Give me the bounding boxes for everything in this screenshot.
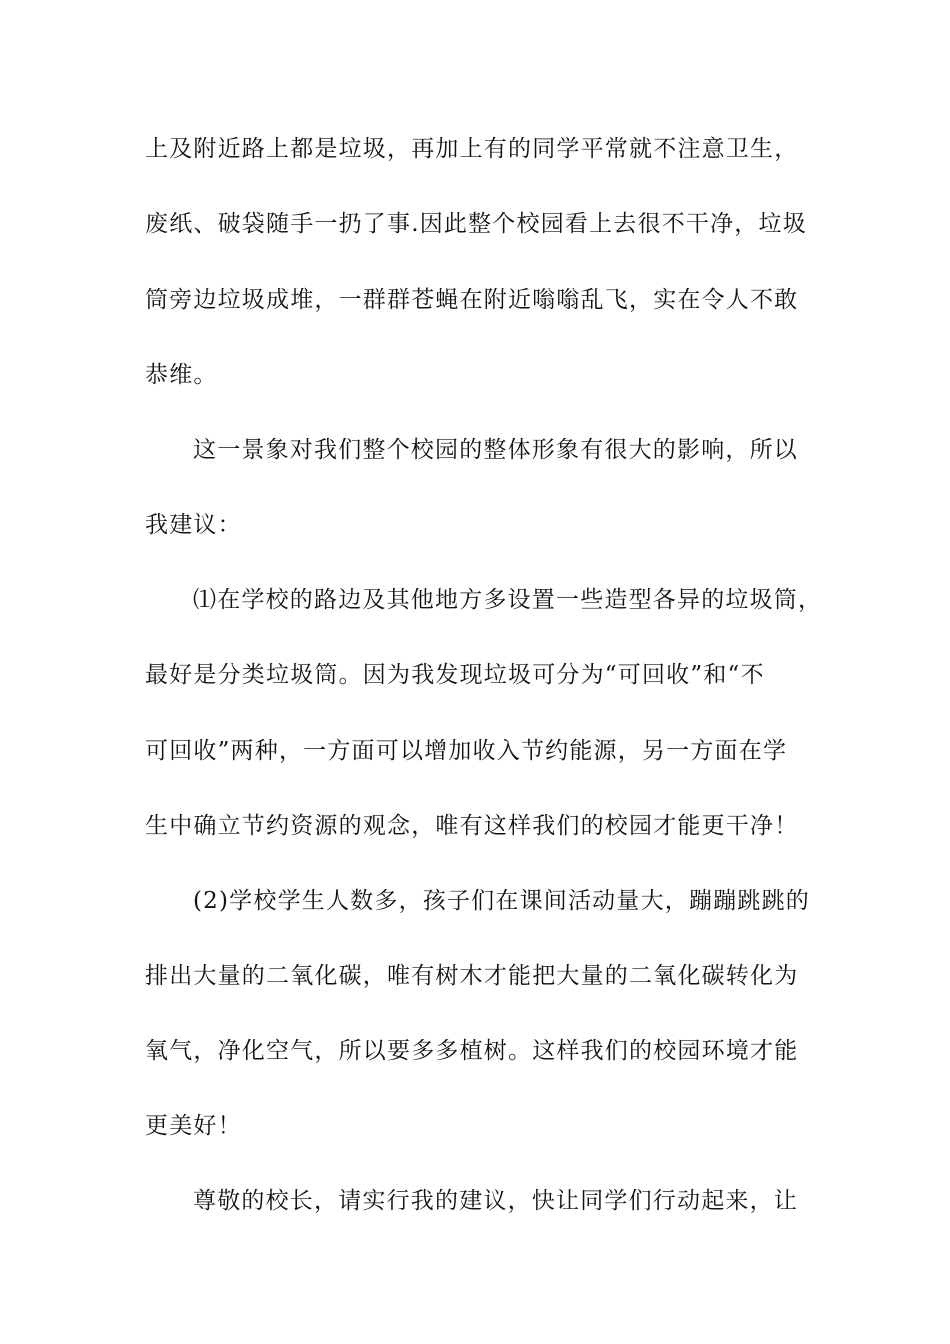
text-line: 恭维。 (145, 362, 218, 388)
paragraph-first-line: 尊敬的校长，请实行我的建议，快让同学们行动起来，让 (193, 1188, 798, 1214)
paragraph-first-line: 这一景象对我们整个校园的整体形象有很大的影响，所以 (193, 437, 798, 463)
text-line: 氧气，净化空气，所以要多多植树。这样我们的校园环境才能 (145, 1038, 799, 1064)
text-line: 我建议： (145, 512, 242, 538)
text-line: 更美好！ (145, 1113, 242, 1139)
text-line: 筒旁边垃圾成堆，一群群苍蝇在附近嗡嗡乱飞，实在令人不敢 (145, 287, 799, 313)
text-line: 废纸、破袋随手一扔了事.因此整个校园看上去很不干净，垃圾 (145, 211, 807, 237)
text-line: 上及附近路上都是垃圾，再加上有的同学平常就不注意卫生， (145, 136, 799, 162)
text-line: 生中确立节约资源的观念，唯有这样我们的校园才能更干净！ (145, 813, 799, 839)
paragraph-first-line: (2)学校学生人数多，孩子们在课间活动量大，蹦蹦跳跳的 (193, 888, 810, 914)
text-line: 可回收”两种，一方面可以增加收入节约能源，另一方面在学 (145, 738, 788, 764)
paragraph-first-line: ⑴在学校的路边及其他地方多设置一些造型各异的垃圾筒， (193, 587, 823, 613)
text-line: 排出大量的二氧化碳，唯有树木才能把大量的二氧化碳转化为 (145, 963, 799, 989)
text-line: 最好是分类垃圾筒。因为我发现垃圾可分为“可回收”和“不 (145, 662, 765, 688)
